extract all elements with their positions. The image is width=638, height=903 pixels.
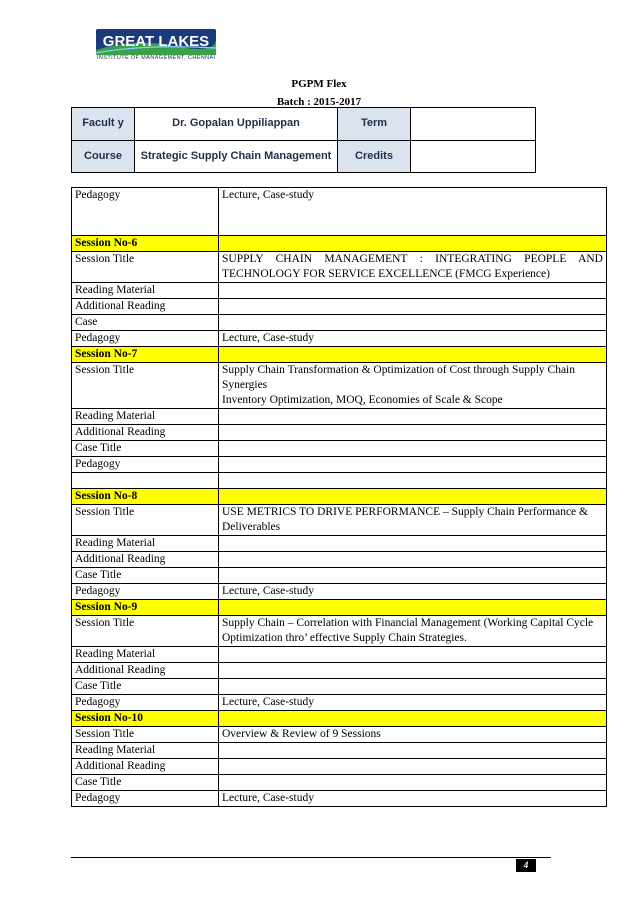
session-header-row	[72, 600, 607, 616]
row-value	[219, 425, 607, 441]
course-info-table	[71, 107, 536, 173]
row-value	[219, 568, 607, 584]
row-label: Additional Reading	[72, 425, 219, 441]
table-row	[72, 616, 607, 647]
table-row	[72, 791, 607, 807]
row-label: Session Title	[72, 252, 219, 283]
row-label: Reading Material	[72, 743, 219, 759]
table-row	[72, 568, 607, 584]
row-label: Reading Material	[72, 647, 219, 663]
row-value: USE METRICS TO DRIVE PERFORMANCE – Supply Chain Performance & Deliverables	[219, 505, 607, 536]
table-row	[72, 473, 607, 489]
row-value	[219, 743, 607, 759]
table-row	[72, 409, 607, 425]
row-value	[219, 409, 607, 425]
row-value: Supply Chain Transformation & Optimization of Cost through Supply Chain Synergies Inventory Optimization, MOQ, Economies of Scale & Scope	[219, 363, 607, 409]
row-value: Lecture, Case-study	[219, 188, 607, 236]
table-row	[72, 743, 607, 759]
logo-title: GREAT LAKES	[102, 33, 210, 50]
course-label: Course	[72, 140, 135, 173]
row-label: Session No-8	[72, 489, 219, 505]
row-label: Case Title	[72, 775, 219, 791]
row-label: Additional Reading	[72, 299, 219, 315]
table-row	[72, 584, 607, 600]
course-value: Strategic Supply Chain Management	[135, 140, 338, 173]
table-row	[72, 727, 607, 743]
table-row	[72, 299, 607, 315]
row-value	[219, 775, 607, 791]
row-value: Lecture, Case-study	[219, 331, 607, 347]
row-value: Lecture, Case-study	[219, 695, 607, 711]
table-row	[72, 552, 607, 568]
row-value: SUPPLY CHAIN MANAGEMENT : INTEGRATING PEOPLE AND TECHNOLOGY FOR SERVICE EXCELLENCE (FMCG Experience)	[219, 252, 607, 283]
row-label: Pedagogy	[72, 791, 219, 807]
row-value: Supply Chain – Correlation with Financial Management (Working Capital Cycle Optimization thro’ effective Supply Chain Strategies.	[219, 616, 607, 647]
row-value	[219, 283, 607, 299]
row-label: Pedagogy	[72, 695, 219, 711]
faculty-value: Dr. Gopalan Uppiliappan	[135, 108, 338, 141]
row-value	[219, 536, 607, 552]
table-row	[72, 363, 607, 409]
row-label: Pedagogy	[72, 584, 219, 600]
row-value	[219, 236, 607, 252]
row-value	[219, 600, 607, 616]
table-row	[72, 647, 607, 663]
term-value	[411, 108, 536, 141]
row-value	[219, 552, 607, 568]
row-value	[219, 711, 607, 727]
row-label: Session No-6	[72, 236, 219, 252]
row-value	[219, 315, 607, 331]
row-label: Reading Material	[72, 536, 219, 552]
table-row	[72, 283, 607, 299]
row-value	[219, 663, 607, 679]
row-value	[219, 441, 607, 457]
session-table	[71, 187, 607, 807]
row-label: Reading Material	[72, 283, 219, 299]
row-label: Case Title	[72, 441, 219, 457]
row-label: Additional Reading	[72, 663, 219, 679]
table-row	[72, 759, 607, 775]
row-label: Reading Material	[72, 409, 219, 425]
session-header-row	[72, 236, 607, 252]
row-value	[219, 759, 607, 775]
table-row	[72, 425, 607, 441]
credits-label: Credits	[338, 140, 411, 173]
row-label: Session Title	[72, 727, 219, 743]
row-value	[219, 457, 607, 473]
row-label: Session Title	[72, 363, 219, 409]
footer-rule	[71, 857, 551, 858]
table-row	[72, 441, 607, 457]
credits-value	[411, 140, 536, 173]
table-row	[72, 252, 607, 283]
row-label	[72, 473, 219, 489]
row-value	[219, 347, 607, 363]
table-row	[72, 775, 607, 791]
row-label: Additional Reading	[72, 759, 219, 775]
row-label: Session No-7	[72, 347, 219, 363]
row-value: Overview & Review of 9 Sessions	[219, 727, 607, 743]
row-value	[219, 299, 607, 315]
row-label: Case	[72, 315, 219, 331]
table-row	[72, 331, 607, 347]
session-header-row	[72, 347, 607, 363]
table-row	[72, 695, 607, 711]
row-label: Session No-10	[72, 711, 219, 727]
row-label: Case Title	[72, 568, 219, 584]
row-label: Case Title	[72, 679, 219, 695]
table-row	[72, 457, 607, 473]
faculty-label: Facult y	[72, 108, 135, 141]
row-label: Session No-9	[72, 600, 219, 616]
table-row	[72, 315, 607, 331]
logo-subtitle: INSTITUTE OF MANAGEMENT, CHENNAI	[97, 55, 216, 61]
row-label: Pedagogy	[72, 188, 219, 236]
row-value	[219, 647, 607, 663]
batch-label: Batch : 2015-2017	[276, 96, 362, 108]
row-value	[219, 489, 607, 505]
table-row	[72, 505, 607, 536]
session-header-row	[72, 711, 607, 727]
row-value: Lecture, Case-study	[219, 791, 607, 807]
session-header-row	[72, 489, 607, 505]
table-row	[72, 536, 607, 552]
row-label: Pedagogy	[72, 457, 219, 473]
row-value	[219, 473, 607, 489]
table-row	[72, 663, 607, 679]
row-label: Additional Reading	[72, 552, 219, 568]
table-row	[72, 188, 607, 236]
row-label: Pedagogy	[72, 331, 219, 347]
term-label: Term	[338, 108, 411, 141]
page-number: 4	[516, 859, 536, 872]
row-label: Session Title	[72, 505, 219, 536]
row-label: Session Title	[72, 616, 219, 647]
table-row	[72, 679, 607, 695]
row-value	[219, 679, 607, 695]
program-name: PGPM Flex	[291, 78, 347, 90]
row-value: Lecture, Case-study	[219, 584, 607, 600]
